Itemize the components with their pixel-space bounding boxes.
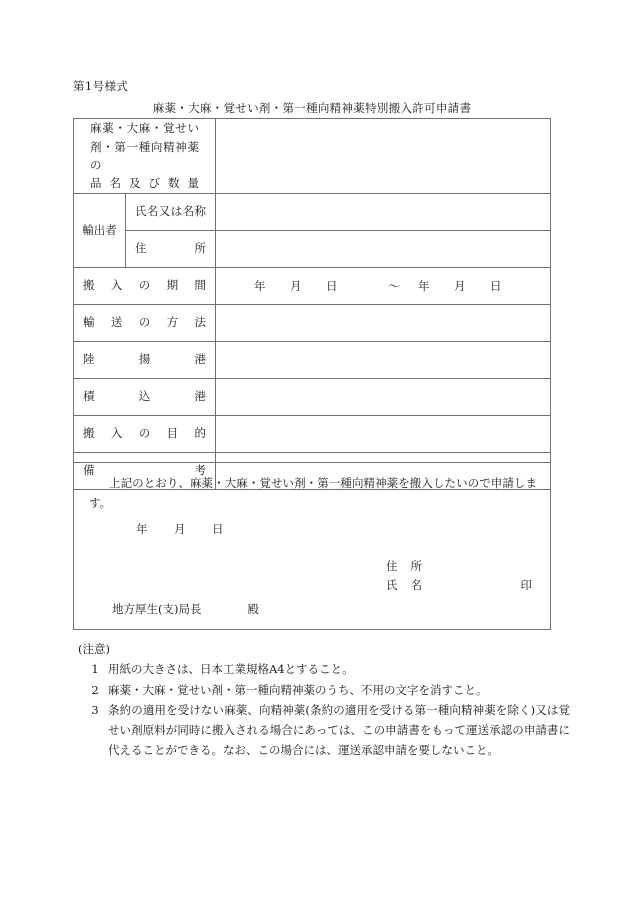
label-exporter-address <box>126 231 216 268</box>
label-exporter-name-text: 氏名又は名称 <box>135 204 206 219</box>
label-landing-port <box>74 342 216 379</box>
field-import-purpose[interactable] <box>216 416 551 453</box>
label-remarks-text: 備考 <box>83 463 206 478</box>
table-row-transport-method <box>74 305 551 342</box>
table-row-exporter-address <box>74 231 551 268</box>
period-start-year: 年 <box>254 279 266 293</box>
applicant-address-line <box>386 557 536 576</box>
addressee-honorific: 殿 <box>247 602 259 616</box>
field-exporter-name[interactable] <box>216 194 551 231</box>
field-import-period[interactable] <box>216 268 551 305</box>
document-title: 麻薬・大麻・覚せい剤・第一種向精神薬特別搬入許可申請書 <box>152 101 472 115</box>
label-loading-port-text: 積込港 <box>83 389 206 404</box>
label-import-period-text: 搬入の期間 <box>83 278 206 293</box>
label-line-1: 麻薬・大麻・覚せい <box>90 121 199 136</box>
label-import-period <box>74 268 216 305</box>
label-import-purpose-text: 搬入の目的 <box>83 426 206 441</box>
note-number: 2 <box>91 682 99 697</box>
declaration-box <box>73 462 551 630</box>
signature-block <box>386 557 536 595</box>
label-loading-port <box>74 379 216 416</box>
label-transport-method <box>74 305 216 342</box>
label-line-3: 品名及び数量 <box>90 176 199 191</box>
declaration-day: 日 <box>212 522 224 536</box>
note-item <box>78 681 570 701</box>
label-line-2: 剤・第一種向精神薬の <box>90 139 199 172</box>
field-landing-port[interactable] <box>216 342 551 379</box>
label-drug-name-quantity <box>74 119 216 194</box>
applicant-name-label: 氏名 <box>386 577 422 592</box>
seal-mark: 印 <box>520 577 532 592</box>
note-item <box>78 660 570 680</box>
period-start-day: 日 <box>326 279 338 293</box>
field-loading-port[interactable] <box>216 379 551 416</box>
table-row-landing-port <box>74 342 551 379</box>
label-exporter-address-text: 住所 <box>135 241 206 256</box>
table-row-exporter-name <box>74 194 551 231</box>
declaration-text: 上記のとおり、麻薬・大麻・覚せい剤・第一種向精神薬を搬入したいので申請します。 <box>89 476 537 510</box>
addressee-line <box>112 601 259 617</box>
period-tilde: ～ <box>388 279 400 293</box>
label-exporter: 輸出者 <box>74 194 126 268</box>
label-exporter-name <box>126 194 216 231</box>
note-number: 3 <box>91 703 99 718</box>
import-period-date-range <box>216 278 550 294</box>
applicant-name-line <box>386 576 536 595</box>
note-text: 麻薬・大麻・覚せい剤・第一種向精神薬のうち、不用の文字を消すこと。 <box>108 682 488 697</box>
note-number: 1 <box>91 661 99 676</box>
application-form-table <box>73 118 551 490</box>
form-number: 第1号様式 <box>73 79 129 93</box>
field-exporter-address[interactable] <box>216 231 551 268</box>
declaration-date-line <box>136 521 224 537</box>
table-row-import-purpose <box>74 416 551 453</box>
declaration-month: 月 <box>174 522 186 536</box>
period-start-month: 月 <box>290 279 302 293</box>
notes-section <box>78 641 570 761</box>
label-import-purpose <box>74 416 216 453</box>
note-text: 条約の適用を受けない麻薬、向精神薬(条約の適用を受ける第一種向精神薬を除く)又は覚せい剤原料が同時に搬入される場合にあっては、この申請書をもって運送承認の申請書に代えることができる。なお、この場合には、運送承認申請を要しないこと。 <box>108 703 570 757</box>
field-transport-method[interactable] <box>216 305 551 342</box>
note-text: 用紙の大きさは、日本工業規格A4とすること。 <box>108 661 354 676</box>
addressee-title: 地方厚生(支)局長 <box>112 602 202 616</box>
label-transport-method-text: 輸送の方法 <box>83 315 206 330</box>
period-end-year: 年 <box>418 279 430 293</box>
applicant-address-label: 住所 <box>386 559 422 573</box>
period-end-day: 日 <box>490 279 502 293</box>
table-row-import-period <box>74 268 551 305</box>
note-item <box>78 701 570 760</box>
table-row-loading-port <box>74 379 551 416</box>
field-drug-name-quantity[interactable] <box>216 119 551 194</box>
period-end-month: 月 <box>454 279 466 293</box>
notes-heading: (注意) <box>78 642 110 656</box>
table-row-drug-name-quantity <box>74 119 551 194</box>
declaration-year: 年 <box>136 522 148 536</box>
label-landing-port-text: 陸揚港 <box>83 352 206 367</box>
